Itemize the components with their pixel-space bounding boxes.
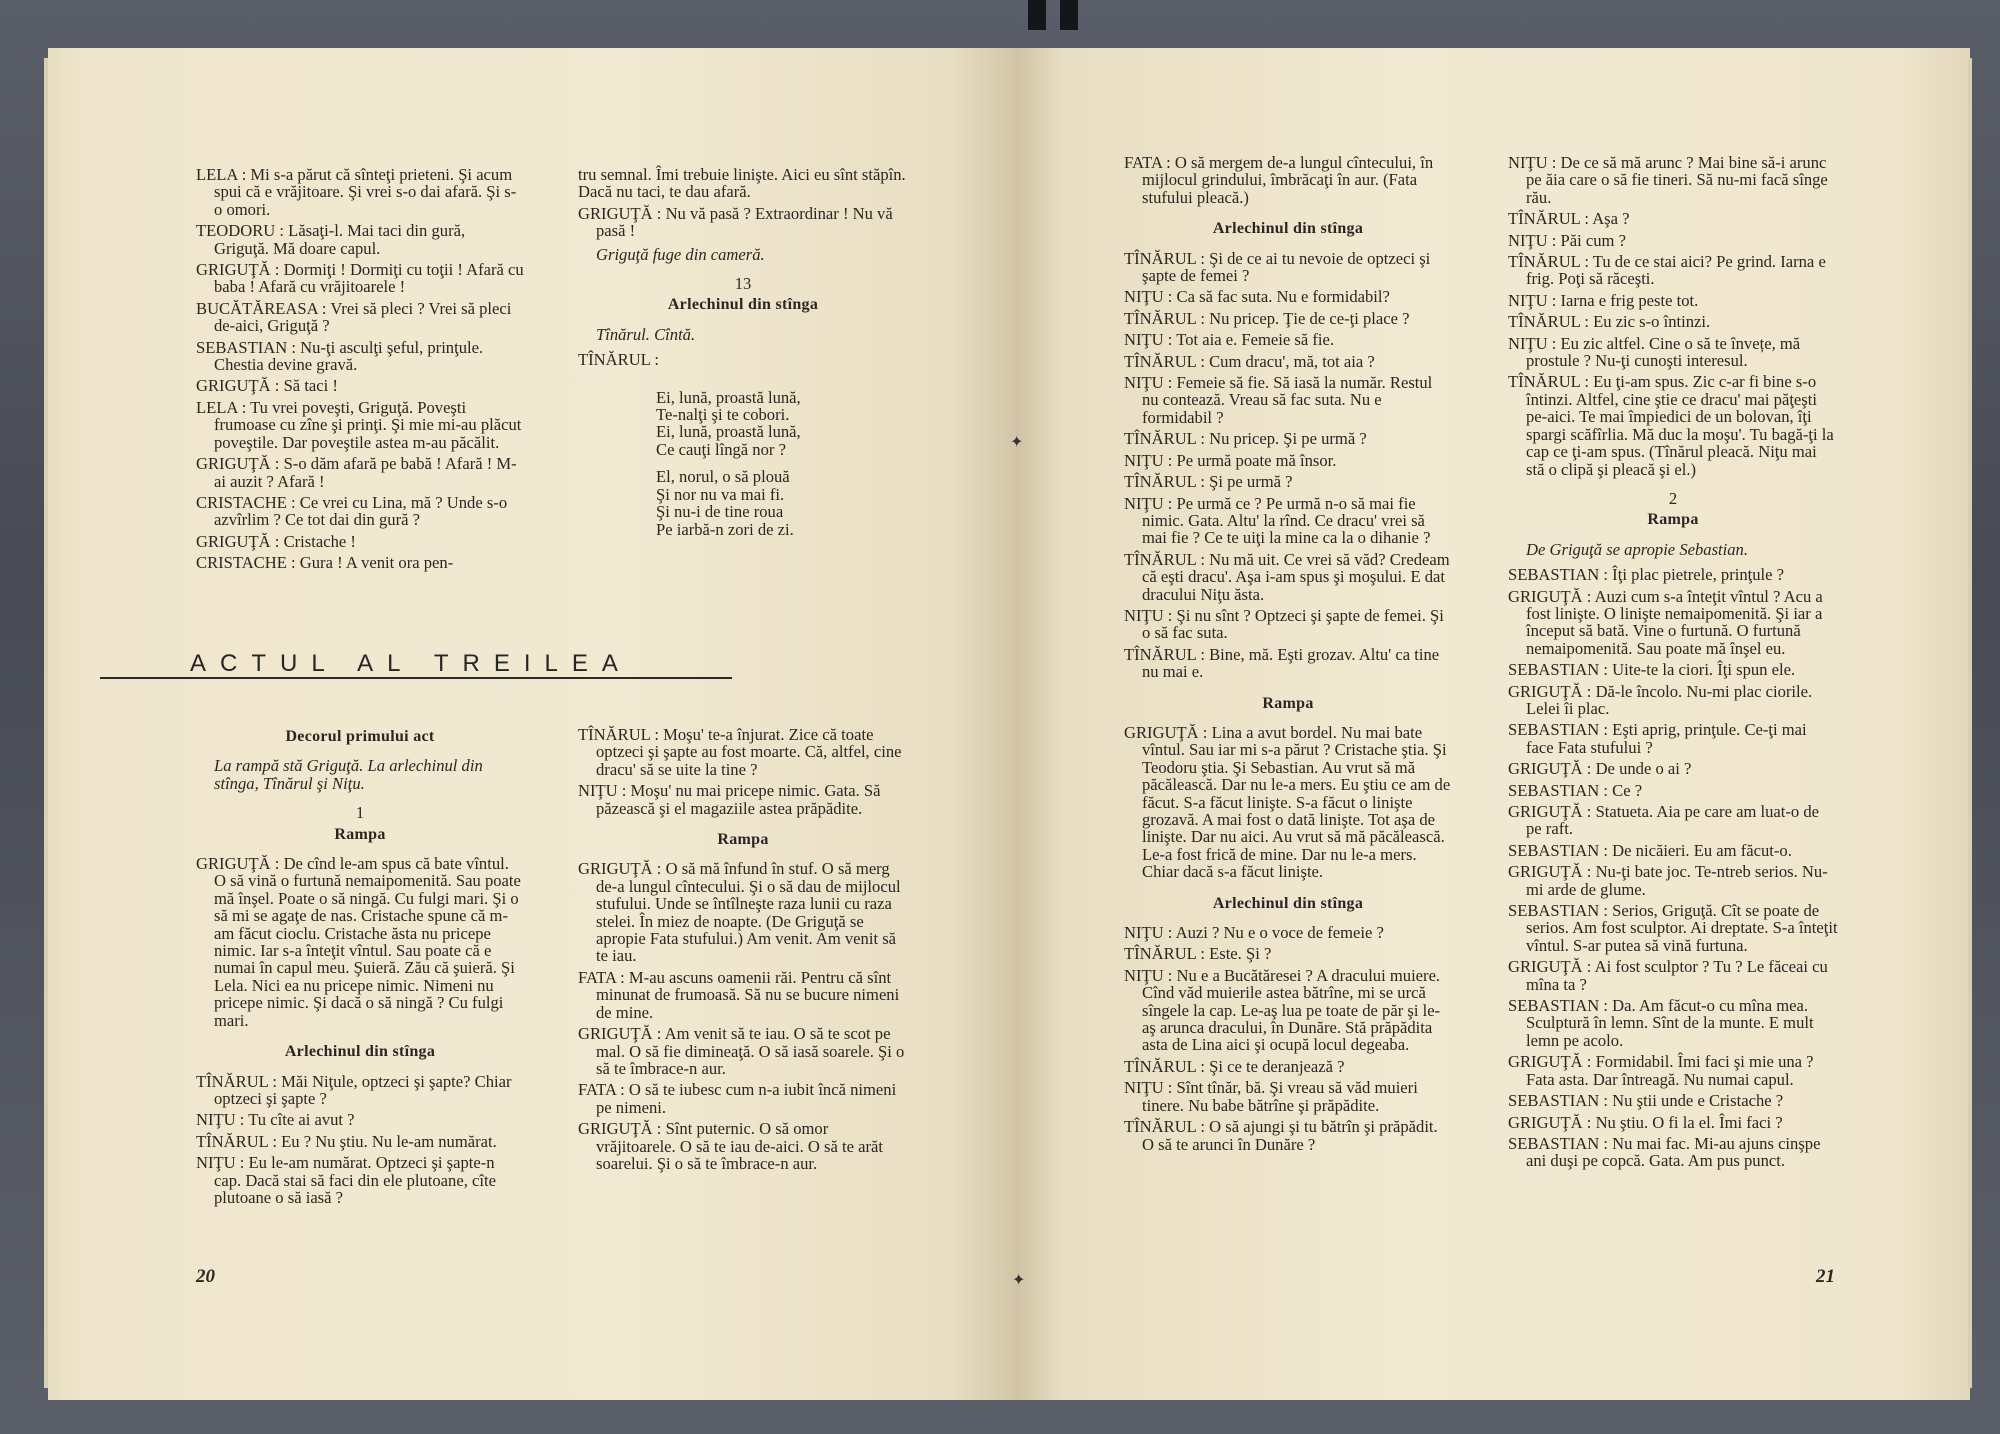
dialog-line: NIŢU : Eu zic altfel. Cine o să te învețe, mă prostule ? Nu-ţi cunoşti interesul. xyxy=(1508,333,1801,371)
dialog-line: NIŢU : Tot aia e. Femeie să fie. xyxy=(1124,330,1335,350)
dialog-line: TÎNĂRUL : Aşa ? xyxy=(1508,209,1630,229)
dialog-line: FATA : O să te iubesc cum n-a iubit încă nimeni pe nimeni. xyxy=(578,1080,897,1117)
dialog-line: CRISTACHE : Ce vrei cu Lina, mă ? Unde s-o azvîrlim ? Ce tot dai din gură ? xyxy=(196,492,508,530)
verse-line: Ce cauţi lîngă nor ? xyxy=(656,439,786,459)
dialog-line: TÎNĂRUL : Eu zic s-o întinzi. xyxy=(1508,312,1711,332)
scene-heading: Arlechinul din stînga xyxy=(1212,894,1364,912)
verse-line: El, norul, o să plouă xyxy=(656,467,790,487)
dialog-line: CRISTACHE : Gura ! A venit ora pen- xyxy=(196,553,454,573)
dialog-line: LELA : Mi s-a părut că sînteţi prieteni. Şi acum spui că e vrăjitoare. Şi vrei s-o dai afară. Şi s-o omori. xyxy=(196,165,517,219)
dialog-line: SEBASTIAN : Eşti aprig, prinţule. Ce-ţi mai face Fata stufului ? xyxy=(1508,720,1807,757)
dialog-line: BUCĂTĂREASA : Vrei să pleci ? Vrei să pleci de-aici, Griguţă ? xyxy=(196,298,512,336)
stage-direction: De Griguţă se apropie Sebastian. xyxy=(1526,539,1748,559)
dialog-line: NIŢU : De ce să mă arunc ? Mai bine să-i arunc pe ăia care o să fie tineri. Să nu-mi facă sînge rău. xyxy=(1508,153,1828,207)
dialog-line: GRIGUŢĂ : Lina a avut bordel. Nu mai bate vîntul. Sau iar mi s-a părut ? Cristache ştia. Şi Teodoru ştia. Şi Sebastian. Au vrut să mă păcălească. Dar nu le-a mers. Eu ştiu ce am de făcut. S-a făcut linişte. S-a făcut o linişte grozavă. A mai fost o dată linişte. Tot aşa de linişte. Dar nu aici. Au vrut să mă păcălească. Le-a fost frică de mine. Dar nu le-a mers. Chiar dacă s-a făcut linişte. xyxy=(1124,722,1451,882)
dialog-line: TÎNĂRUL : Cum dracu', mă, tot aia ? xyxy=(1124,351,1375,371)
scene-number: 1 xyxy=(355,803,365,823)
verse-line: Ei, lună, proastă lună, xyxy=(656,422,801,442)
scene-heading: Arlechinul din stînga xyxy=(667,296,819,314)
dialog-line: FATA : O să mergem de-a lungul cîntecului, în mijlocul grindului, îmbrăcaţi în aur. (Fata stufului pleacă.) xyxy=(1124,153,1434,207)
dialog-line: GRIGUŢĂ : Dă-le încolo. Nu-mi plac ciorile. Lelei îi plac. xyxy=(1508,681,1813,718)
dialog-line: GRIGUŢĂ : Cristache ! xyxy=(196,531,356,551)
page-edge-left xyxy=(44,58,48,1388)
dialog-line: TÎNĂRUL : Este. Şi ? xyxy=(1124,944,1272,964)
stage-direction: La rampă stă Griguţă. La arlechinul din stînga, Tînărul şi Niţu. xyxy=(214,756,483,793)
bookmark-ribbon-left xyxy=(1028,0,1046,30)
right-col1 xyxy=(1124,154,1452,1157)
dialog-line: NIŢU : Şi nu sînt ? Optzeci şi şapte de femei. Şi o să fac suta. xyxy=(1124,605,1444,643)
page-number-left: 20 xyxy=(196,1266,215,1287)
dialog-line: NIŢU : Iarna e frig peste tot. xyxy=(1508,290,1699,310)
page-number-right: 21 xyxy=(1816,1266,1835,1287)
dialog-line: FATA : M-au ascuns oamenii răi. Pentru că sînt minunat de frumoasă. Să nu se bucure nimeni de mine. xyxy=(578,967,900,1022)
song-verse-2 xyxy=(656,468,908,538)
gutter-mark-icon: ✦ xyxy=(1010,434,1024,451)
dialog-line: NIŢU : Tu cîte ai avut ? xyxy=(196,1110,355,1130)
dialog-line: GRIGUŢĂ : O să mă înfund în stuf. O să merg de-a lungul cîntecului. Şi o să dau de mijlocul stufului. Unde se întîlneşte raza lunii cu raza stelei. În miez de noapte. (De Griguţă se apropie Fata stufului.) Am venit. Am venit să te iau. xyxy=(578,859,901,966)
speaker-name: TÎNĂRUL : xyxy=(578,350,659,370)
left-col1-bottom xyxy=(196,716,524,1210)
dialog-line: TÎNĂRUL : Nu mă uit. Ce vrei să văd? Credeam că eşti dracu'. Aşa i-am spus şi moşului. E dat dracului Niţu ăsta. xyxy=(1124,549,1450,604)
dialog-line: SEBASTIAN : Serios, Griguţă. Cît se poate de serios. Am fost sculptor. Ai dreptate. S-a înteţit vîntul. S-ar putea să vină furtuna. xyxy=(1508,901,1838,955)
dialog-line: SEBASTIAN : De nicăieri. Eu am făcut-o. xyxy=(1508,840,1792,860)
dialog-line: GRIGUŢĂ : Auzi cum s-a înteţit vîntul ? Acu a fost linişte. O linişte nemaipomenită. Şi iar a început să bată. Vine o furtună. O furtună nemaipomenită. Sau poate mă înşel eu. xyxy=(1508,586,1823,658)
scene-heading: Rampa xyxy=(334,825,386,843)
dialog-line: NIŢU : Sînt tînăr, bă. Şi vreau să văd muieri tinere. Nu babe bătrîne şi prăpădite. xyxy=(1124,1078,1418,1115)
dialog-line: TÎNĂRUL : Nu pricep. Şi pe urmă ? xyxy=(1124,429,1367,449)
dialog-line: GRIGUŢĂ : Am venit să te iau. O să te scot pe mal. O să fie dimineaţă. O să iasă soarele. Şi o să te îmbrace-n aur. xyxy=(578,1024,905,1078)
dialog-line: TÎNĂRUL : Şi pe urmă ? xyxy=(1124,472,1293,492)
dialog-line: GRIGUŢĂ : Formidabil. Îmi faci şi mie una ? Fata asta. Dar întreagă. Nu numai capul. xyxy=(1508,1052,1814,1089)
dialog-line: GRIGUŢĂ : Sînt puternic. O să omor vrăjitoarele. O să te iau de-aici. O să te arăt soarelui. Şi o să te îmbrace-n aur. xyxy=(578,1119,884,1173)
dialog-line: SEBASTIAN : Ce ? xyxy=(1508,780,1643,800)
dialog-line: TÎNĂRUL : Eu ? Nu ştiu. Nu le-am numărat. xyxy=(196,1131,497,1151)
dialog-line: NIŢU : Pe urmă poate mă însor. xyxy=(1124,450,1337,470)
dialog-line: NIŢU : Ca să fac suta. Nu e formidabil? xyxy=(1124,287,1390,307)
section-heading: Decorul primului act xyxy=(285,728,435,745)
dialog-line: TÎNĂRUL : Tu de ce stai aici? Pe grind. Iarna e frig. Poţi să răceşti. xyxy=(1508,252,1826,289)
scene-number: 2 xyxy=(1668,488,1678,508)
dialog-line: GRIGUŢĂ : Ai fost sculptor ? Tu ? Le făceai cu mîna ta ? xyxy=(1508,957,1828,994)
dialog-line: GRIGUŢĂ : De cînd le-am spus că bate vîntul. O să vină o furtună nemaipomenită. Sau poate mă înşel. Poate o să ningă. Cu fulgi mari. Şi o să mi se agaţe de nas. Cristache spune că m-am făcut cioclu. Cristache ăsta nu pricepe nimic. Iar s-a înteţit vîntul. Sau poate că e numai în capul meu. Şuieră. Zău că şuieră. Şi Lela. Nici ea nu pricepe nimic. Nimeni nu pricepe nimic. Şi dacă o să ningă ? Cu fulgi mari. xyxy=(196,854,521,1030)
scene-heading: Rampa xyxy=(1262,694,1314,712)
dialog-line: GRIGUŢĂ : Să taci ! xyxy=(196,376,338,396)
scene-number: 13 xyxy=(734,274,752,294)
dialog-line: NIŢU : Eu le-am numărat. Optzeci şi şapte-n cap. Dacă stai să faci din ele plutoane, cîte plutoane o să iasă ? xyxy=(196,1153,496,1207)
dialog-line: NIŢU : Femeie să fie. Să iasă la număr. Restul nu contează. Vreau să fac suta. Nu e formidabil ? xyxy=(1124,373,1433,427)
dialog-line: NIŢU : Moşu' nu mai pricepe nimic. Gata. Să păzească şi el magaziile astea prăpădite. xyxy=(578,781,881,818)
scene-heading: Rampa xyxy=(717,831,769,849)
dialog-line: GRIGUŢĂ : S-o dăm afară pe babă ! Afară ! M-ai auzit ? Afară ! xyxy=(196,454,517,491)
dialog-line: GRIGUŢĂ : Nu ştiu. O fi la el. Îmi faci ? xyxy=(1508,1112,1783,1132)
stage-direction: Griguţă fuge din cameră. xyxy=(596,244,765,264)
dialog-line: SEBASTIAN : Nu ştii unde e Cristache ? xyxy=(1508,1091,1784,1111)
dialog-line: TÎNĂRUL : Nu pricep. Ţie de ce-ţi place ? xyxy=(1124,308,1410,328)
dialog-line: GRIGUŢĂ : De unde o ai ? xyxy=(1508,759,1692,779)
verse-line: Ei, lună, proastă lună, xyxy=(656,387,801,407)
dialog-line: SEBASTIAN : Da. Am făcut-o cu mîna mea. Sculptură în lemn. Sînt de la munte. E mult lemn pe acolo. xyxy=(1508,996,1814,1050)
dialog-line: TÎNĂRUL : Moşu' te-a înjurat. Zice că toate optzeci şi şapte au fost moarte. Că, altfel, cine dracu' să se uite la tine ? xyxy=(578,725,902,779)
dialog-line: LELA : Tu vrei poveşti, Griguţă. Poveşti frumoase cu zîne şi prinţi. Şi mie mi-au plăcut poveştile. Dar poveştile astea m-au păcălit. xyxy=(196,397,522,452)
verse-line: Pe iarbă-n zori de zi. xyxy=(656,519,794,539)
scene-heading: Arlechinul din stînga xyxy=(284,1043,436,1061)
stage-direction: Tînărul. Cîntă. xyxy=(596,324,696,344)
dialog-line: GRIGUŢĂ : Nu-ţi bate joc. Te-ntreb serios. Nu-mi arde de glume. xyxy=(1508,862,1828,899)
verse-line: Şi nu-i de tine roua xyxy=(656,502,784,522)
dialog-line: TEODORU : Lăsaţi-l. Mai taci din gură, Griguţă. Mă doare capul. xyxy=(196,221,466,258)
gutter-mark-icon: ✦ xyxy=(1012,1272,1026,1289)
dialog-line: GRIGUŢĂ : Statueta. Aia pe care am luat-o de pe raft. xyxy=(1508,802,1820,839)
dialog-line: SEBASTIAN : Uite-te la ciori. Îţi spun ele. xyxy=(1508,660,1796,680)
page-edge-right xyxy=(1968,58,1972,1388)
scene-heading: Arlechinul din stînga xyxy=(1212,220,1364,238)
dialog-continuation: tru semnal. Îmi trebuie linişte. Aici eu sînt stăpîn. Dacă nu taci, te dau afară. xyxy=(578,165,906,202)
left-col2-bottom xyxy=(578,726,908,1176)
dialog-line: TÎNĂRUL : Bine, mă. Eşti grozav. Altu' ca tine nu mai e. xyxy=(1124,644,1440,682)
verse-line: Te-nalţi şi te cobori. xyxy=(656,405,790,425)
act-title-rule xyxy=(100,677,732,679)
dialog-line: SEBASTIAN : Nu-ţi asculţi şeful, prinţule. Chestia devine gravă. xyxy=(196,337,484,375)
dialog-line: SEBASTIAN : Îţi plac pietrele, prinţule ? xyxy=(1508,565,1785,585)
dialog-line: TÎNĂRUL : Măi Niţule, optzeci şi şapte? Chiar optzeci şi şapte ? xyxy=(196,1071,512,1108)
left-col1-top xyxy=(196,166,524,576)
dialog-line: NIŢU : Păi cum ? xyxy=(1508,230,1626,250)
bookmark-ribbon-right xyxy=(1060,0,1078,30)
dialog-line: GRIGUŢĂ : Nu vă pasă ? Extraordinar ! Nu vă pasă ! xyxy=(578,203,893,241)
dialog-line: SEBASTIAN : Nu mai fac. Mi-au ajuns cinşpe ani duşi pe copcă. Gata. Am pus punct. xyxy=(1508,1133,1821,1171)
dialog-line: NIŢU : Pe urmă ce ? Pe urmă n-o să mai fie nimic. Gata. Altu' la rînd. Ce dracu' vrei să mai fie ? Ce te uiţi la mine ca la o dihanie ? xyxy=(1124,493,1431,548)
dialog-line: TÎNĂRUL : Şi de ce ai tu nevoie de optzeci şi şapte de femei ? xyxy=(1124,248,1431,286)
dialog-line: GRIGUŢĂ : Dormiţi ! Dormiţi cu toţii ! Afară cu baba ! Afară cu vrăjitoarele ! xyxy=(196,260,524,297)
song-verse-1 xyxy=(656,389,908,459)
dialog-line: NIŢU : Nu e a Bucătăresei ? A dracului muiere. Cînd văd muierile astea bătrîne, mi se urcă sîngele la cap. Le-aş lua pe toate de păr şi le-aş arunca dracului, în Dunăre. Stă prăpădita asta de Lina aici şi ocupă locul degeaba. xyxy=(1124,965,1441,1055)
dialog-line: TÎNĂRUL : O să ajungi şi tu bătrîn şi prăpădit. O să te arunci în Dunăre ? xyxy=(1124,1117,1438,1154)
verse-line: Şi nor nu va mai fi. xyxy=(656,484,785,504)
left-col2-top xyxy=(578,166,908,548)
dialog-line: TÎNĂRUL : Eu ţi-am spus. Zic c-ar fi bine s-o întinzi. Altfel, cine ştie ce dracu' mai păţeşti pe-aici. Te mai împiedici de un bolovan, îţi spargi scăfîrlia. Mă duc la moşu'. Tu bagă-ţi la cap ce ţi-am spus. (Tînărul pleacă. Niţu mai stă o clipă şi pleacă şi el.) xyxy=(1508,372,1834,479)
act-title: ACTUL AL TREILEA xyxy=(190,650,632,677)
scene-heading: Rampa xyxy=(1647,511,1699,529)
dialog-line: TÎNĂRUL : Şi ce te deranjează ? xyxy=(1124,1056,1345,1076)
dialog-line: NIŢU : Auzi ? Nu e o voce de femeie ? xyxy=(1124,923,1384,943)
right-col2 xyxy=(1508,154,1838,1174)
